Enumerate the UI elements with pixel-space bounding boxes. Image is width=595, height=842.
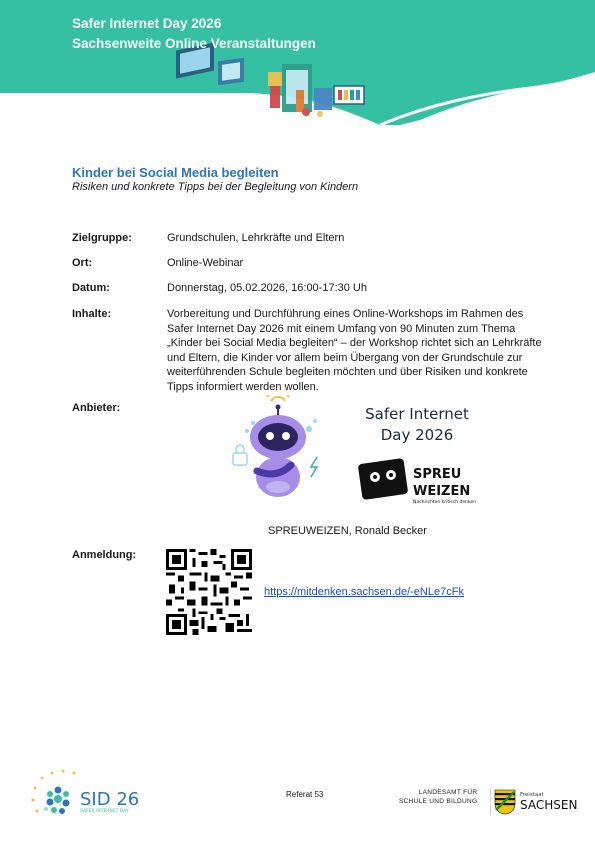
spreuweizen-logo (358, 458, 476, 505)
anbieter-label: Anbieter: (72, 402, 121, 414)
datum-value: Donnerstag, 05.02.2026, 16:00-17:30 Uh (167, 282, 367, 294)
sid-logo-tagline: SAFER INTERNET DAY (80, 809, 129, 814)
anmeldung-label: Anmeldung: (72, 549, 137, 561)
freistaat-text: Freistaat (520, 792, 544, 798)
zielgruppe-value: Grundschulen, Lehrkräfte und Eltern (167, 232, 345, 244)
eu-stars-icon (32, 770, 76, 813)
lasub-logo (399, 788, 477, 806)
robot-mascot-icon (233, 395, 317, 497)
ort-label: Ort: (72, 257, 93, 269)
sid-logo-text: SID 26 (80, 789, 140, 810)
ort-value: Online-Webinar (167, 257, 244, 269)
inhalte-label: Inhalte: (72, 308, 112, 320)
sachsen-crest-icon (495, 790, 515, 814)
weizen-text: WEIZEN (413, 484, 471, 499)
header-title: Safer Internet Day 2026 (72, 16, 222, 31)
spreuweizen-tagline: Nachrichten kritisch denken (413, 500, 477, 505)
spreu-text: SPREU (413, 467, 462, 482)
provider-logo (205, 395, 495, 515)
sid26-logo (28, 768, 148, 823)
header-title-block (72, 14, 316, 54)
datum-label: Datum: (72, 282, 110, 294)
sid-logo-line2: Day 2026 (380, 426, 454, 444)
header-subtitle: Sachsenweite Online Veranstaltungen (72, 36, 316, 51)
event-title: Kinder bei Social Media begleiten (72, 165, 279, 180)
sachsen-text: SACHSEN (520, 798, 578, 812)
lasub-line1: LANDESAMT FÜR (418, 789, 478, 796)
sid-dots-icon (44, 787, 70, 815)
qr-code[interactable] (166, 549, 252, 635)
header-banner (0, 0, 595, 125)
sachsen-logo (490, 786, 580, 820)
lasub-line2: SCHULE UND BILDUNG (399, 798, 478, 805)
sid-logo-line1: Safer Internet (365, 405, 469, 423)
sid-mascot-logo (205, 395, 495, 515)
registration-link[interactable]: https://mitdenken.sachsen.de/-eNLe7cFk (264, 586, 464, 598)
referat-text: Referat 53 (286, 790, 324, 799)
zielgruppe-label: Zielgruppe: (72, 232, 132, 244)
event-subtitle: Risiken und konkrete Tipps bei der Begleitung von Kindern (72, 181, 359, 193)
inhalte-value: Vorbereitung und Durchführung eines Online-Workshops im Rahmen des Safer Internet Day 2026 mit einem Umfang von 90 Minuten zum Thema „Kinder bei Social Media begleiten“ – der Workshop richtet sich an Lehrkräfte und Eltern, die Kinder vor allem beim Übergang von der Grundschule zur weiterführenden Schule begleiten möchten und über Risiken und konkrete Tipps informiert werden wollen. (167, 308, 542, 393)
provider-name: SPREUWEIZEN, Ronald Becker (268, 525, 427, 537)
